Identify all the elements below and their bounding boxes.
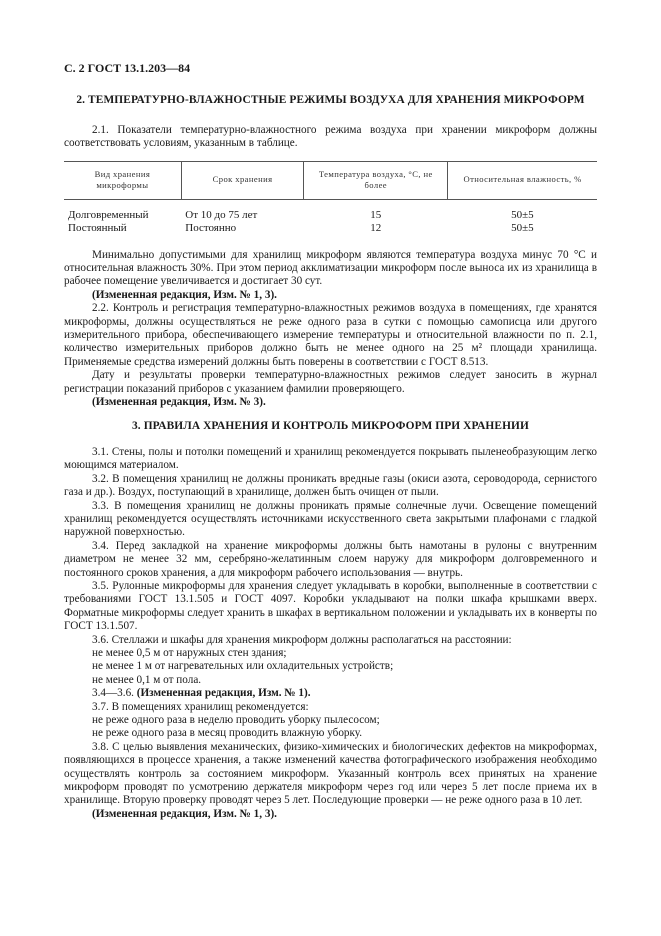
list-item: не менее 1 м от нагревательных или охладительных устройств; bbox=[92, 660, 394, 673]
list-item: не менее 0,5 м от наружных стен здания; bbox=[92, 647, 287, 659]
table-cell: Постоянно bbox=[185, 221, 237, 234]
table-header-humidity: Относительная влажность, % bbox=[448, 161, 597, 199]
paragraph-2-1: 2.1. Показатели температурно-влажностного режима воздуха при хранении микроформ должны соответствовать условиям, указанным в таблице. bbox=[64, 123, 597, 150]
table-cell: 50±5 bbox=[511, 221, 534, 234]
table-row bbox=[64, 222, 597, 235]
amendment-note: (Измененная редакция, Изм. № 1, 3). bbox=[92, 288, 277, 301]
paragraph-3-1: 3.1. Стены, полы и потолки помещений и хранилищ рекомендуется покрывать пыленеобразующим легко моющимся материалом. bbox=[64, 445, 597, 472]
paragraph-3-7: 3.7. В помещениях хранилищ рекомендуется: bbox=[92, 700, 309, 713]
table-header-storage-period: Срок хранения bbox=[181, 161, 304, 199]
document-page bbox=[64, 62, 597, 821]
paragraph-3-5: 3.5. Рулонные микроформы для хранения следует укладывать в коробки, выполненные в соответствии с требованиями ГОСТ 13.1.505 и ГОСТ 4097. Коробки укладывают на полки шкафа крышками вверх. Форматные микроформы следует хранить в шкафах в вертикальном положении и укладывать их в конверты по ГОСТ 13.1.507. bbox=[64, 579, 597, 633]
amendment-note: (Измененная редакция, Изм. № 1, 3). bbox=[92, 807, 277, 820]
paragraph-3-3: 3.3. В помещения хранилищ не должны проникать прямые солнечные лучи. Освещение помещений хранилищ рекомендуется осуществлять источниками искусственного света закрытыми плафонами с гладкой наружной поверхностью. bbox=[64, 499, 597, 539]
list-item: не менее 0,1 м от пола. bbox=[92, 673, 202, 686]
amendment-text: (Измененная редакция, Изм. № 1). bbox=[136, 687, 311, 700]
paragraph-3-2: 3.2. В помещения хранилищ не должны проникать вредные газы (окиси азота, сероводорода, сернистого газа и др.). Воздух, поступающий в хранилище, должен быть очищен от пыли. bbox=[64, 472, 597, 499]
table-row bbox=[64, 199, 597, 222]
paragraph-2-2: 2.2. Контроль и регистрация температурно-влажностных режимов воздуха в помещениях, где хранятся микроформы, должны осуществляться не реже одного раза в сутки с помощью самописца или другого измерительного прибора, обеспечивающего измерение температуры и относительной влажности по п. 2.1, количество измерительных приборов должно быть не менее одного на 25 м² площади хранилища. Применяемые средства измерений должны быть поверены в соответствии с ГОСТ 8.513. bbox=[64, 302, 597, 368]
paragraph-3-8: 3.8. С целью выявления механических, физико-химических и биологических дефектов на микроформах, появляющихся в процессе хранения, а также изменений качества фотографического изображения необходимо осуществлять контроль за состоянием микроформ. Указанный контроль всех принятых на хранение микроформ проводят по усмотрению держателя микроформ через год или через 5 лет после приема их в хранилище. Вторую проверку проводят через 5 лет. Последующие проверки — не реже одного раза в 10 лет. bbox=[64, 740, 597, 807]
list-item: не реже одного раза в неделю проводить уборку пылесосом; bbox=[92, 714, 380, 727]
paragraph-records: Дату и результаты проверки температурно-влажностных режимов следует заносить в журнал регистрации показаний приборов с указанием фамилии проверяющего. bbox=[64, 369, 597, 395]
table-cell: От 10 до 75 лет bbox=[185, 208, 258, 221]
amendment-note: (Измененная редакция, Изм. № 3). bbox=[92, 396, 266, 409]
table-header-storage-type: Вид хранения микроформы bbox=[64, 161, 181, 199]
table-cell: 15 bbox=[370, 208, 382, 221]
table-cell: Постоянный bbox=[68, 221, 127, 234]
section-3-title: 3. ПРАВИЛА ХРАНЕНИЯ И КОНТРОЛЬ МИКРОФОРМ ПРИ ХРАНЕНИИ bbox=[132, 419, 529, 432]
list-item: не реже одного раза в месяц проводить влажную уборку. bbox=[92, 727, 363, 740]
amendment-prefix: 3.4—3.6. bbox=[92, 687, 137, 700]
table-cell: 12 bbox=[370, 221, 382, 234]
storage-conditions-table bbox=[64, 161, 597, 235]
section-2-title: 2. ТЕМПЕРАТУРНО-ВЛАЖНОСТНЫЕ РЕЖИМЫ ВОЗДУХА ДЛЯ ХРАНЕНИЯ МИКРОФОРМ bbox=[76, 94, 585, 107]
table-cell: 50±5 bbox=[511, 208, 534, 221]
table-header-temperature: Температура воздуха, °С, не более bbox=[304, 161, 448, 199]
paragraph-3-6: 3.6. Стеллажи и шкафы для хранения микроформ должны располагаться на расстоянии: bbox=[92, 633, 512, 646]
paragraph-3-4: 3.4. Перед закладкой на хранение микроформы должны быть намотаны в рулоны с внутренним диаметром не менее 32 мм, серебряно-желатинным слоем наружу для микроформ долговременного и постоянного сроков хранения, а для микроформ рабочего использования — внутрь. bbox=[64, 539, 597, 579]
table-cell: Долговременный bbox=[68, 208, 149, 221]
table-header-row bbox=[64, 161, 597, 199]
page-header: С. 2 ГОСТ 13.1.203—84 bbox=[64, 61, 191, 75]
paragraph-min-conditions: Минимально допустимыми для хранилищ микроформ являются температура воздуха минус 70 °С и относительная влажность 30%. При этом период акклиматизации микроформ после выноса их из хранилища в рабочее помещение увеличивается и достигает 30 сут. bbox=[64, 248, 597, 288]
amendment-note-inline bbox=[64, 687, 597, 700]
